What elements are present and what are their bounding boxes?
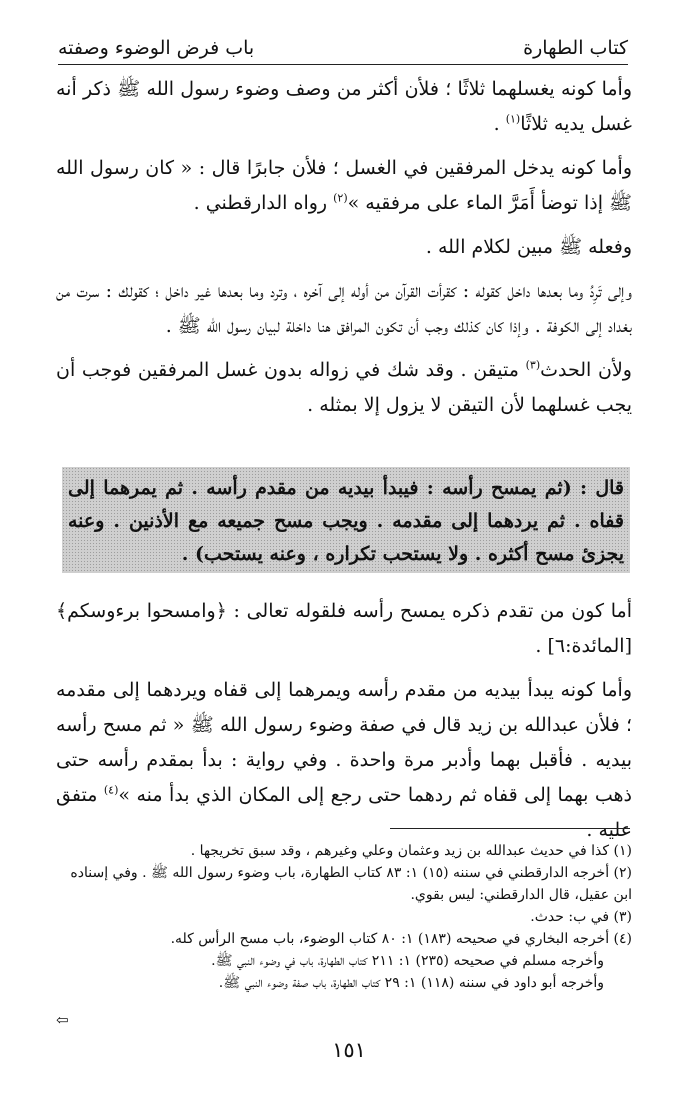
footnote: (٤) أخرجه البخاري في صحيحه (١٨٣) ١: ٨٠ كتاب الوضوء، باب مسح الرأس كله. [170,931,632,947]
matn-box [62,467,630,573]
paragraph: وأما كونه يبدأ بيديه من مقدم رأسه ويمرهما إلى قفاه ويردهما إلى مقدمه ؛ فلأن عبدالله بن زيد قال في صفة وضوء رسول الله ﷺ « ثم مسح رأسه بيديه . فأقبل بهما وأدبر مرة واحدة . وفي رواية : بدأ بمقدم رأسه حتى ذهب بهما إلى قفاه ثم ردهما حتى رجع إلى المكان الذي بدأ منه »$^{(٤)}$ متفق عليه . [56,679,632,841]
paragraph: ولأن الحدث$^{(٣)}$ متيقن . وقد شك في زواله بدون غسل المرفقين فوجب أن يجب غسلهما لأن التيقن لا يزول إلا بمثله . [56,358,632,416]
page-number: ١٥١ [332,1038,366,1062]
footnote-ref: (٤) [103,783,119,797]
paragraph: وأما كونه يدخل المرفقين في الغسل ؛ فلأن جابرًا قال : « كان رسول الله ﷺ إذا توضأ أَمَرَّ الماء على مرفقيه »$^{(٢)}$ رواه الدارقطني . [56,157,632,214]
footnote-ref: (١) [505,112,521,126]
paragraph: وفعله ﷺ مبين لكلام الله . [425,236,632,258]
footnote: (٢) أخرجه الدارقطني في سننه (١٥) ١: ٨٣ كتاب الطهارة، باب وضوء رسول الله ﷺ . وفي إسناده ابن عقيل، قال الدارقطني: ليس بقوي. [70,865,632,903]
book-title: كتاب الطهارة [523,37,628,59]
main-text [56,72,632,432]
continuation-arrow-icon: ⇦ [56,1011,69,1029]
footnote: وأخرجه مسلم في صحيحه (٢٣٥) ١: ٢١١ كتاب الطهارة، باب في وضوء النبي ﷺ. [211,953,604,969]
paragraph: أما كون من تقدم ذكره يمسح رأسه فلقوله تعالى : ﴿وامسحوا برءوسكم﴾ [المائدة:٦] . [56,600,632,657]
footnotes [58,840,632,994]
matn-text: قال : (ثم يمسح رأسه : فيبدأ بيديه من مقدم رأسه . ثم يمرهما إلى قفاه . ثم يردهما إلى مقدمه . ويجب مسح جميعه مع الأذنين . وعنه يجزئ مسح أكثره . ولا يستحب تكراره ، وعنه يستحب) . [68,477,624,565]
footnote: (٣) في ب: حدث. [530,909,632,925]
footnote-ref: (٣) [525,358,541,372]
footnote-separator [390,828,630,829]
paragraph: وأما كونه يغسلهما ثلاثًا ؛ فلأن أكثر من وصف وضوء رسول الله ﷺ ذكر أنه غسل يديه ثلاثًا$^{(١)}$ . [56,78,632,135]
footnote: وأخرجه أبو داود في سننه (١١٨) ١: ٢٩ كتاب الطهارة، باب صفة وضوء النبي ﷺ. [218,975,604,991]
footnote: (١) كذا في حديث عبدالله بن زيد وعثمان وعلي وغيرهم ، وقد سبق تخريجها . [190,843,632,859]
paragraph: وإلى تَرِدُ وما بعدها داخل كقوله : كقرأت القرآن من أوله إلى آخره ، وترد وما بعدها غير داخل ؛ كقولك : سرت من بغداد إلى الكوفة . وإذا كان كذلك وجب أن تكون المرافق هنا داخلة لبيان رسول الله ﷺ . [56,280,632,337]
footnote-ref: (٢) [333,191,348,205]
running-header [58,34,628,65]
chapter-title: باب فرض الوضوء وصفته [58,37,255,59]
main-text-continued [56,594,632,857]
